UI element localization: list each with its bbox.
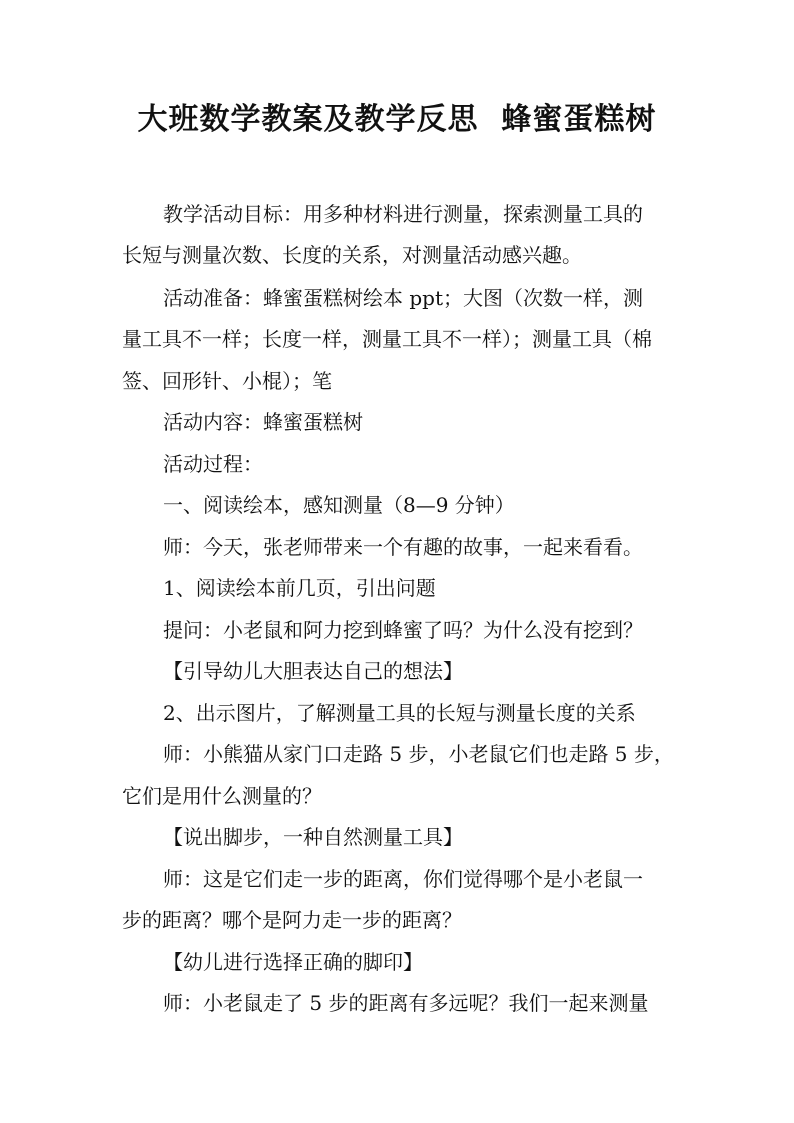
paragraph-line-preparation-end: 签、回形针、小棍）；笔 — [122, 369, 332, 393]
paragraph-line-teacher-distance-cont: 步的距离？哪个是阿力走一步的距离？ — [122, 908, 462, 932]
paragraph-line-preparation: 活动准备：蜂蜜蛋糕树绘本 ppt；大图（次数一样，测 — [163, 286, 643, 310]
bracket-note-line: 【幼儿进行选择正确的脚印】 — [163, 950, 423, 974]
paragraph-line-teacher-intro: 师：今天，张老师带来一个有趣的故事，一起来看看。 — [163, 535, 643, 559]
step-line-two: 2、出示图片，了解测量工具的长短与测量长度的关系 — [163, 701, 636, 725]
paragraph-line-question: 提问：小老鼠和阿力挖到蜂蜜了吗？为什么没有挖到？ — [163, 618, 643, 642]
paragraph-line-teacher-measure: 师：小老鼠走了 5 步的距离有多远呢？我们一起来测量 — [163, 991, 649, 1015]
paragraph-line-teacher-steps: 师：小熊猫从家门口走路 5 步，小老鼠它们也走路 5 步， — [163, 742, 674, 766]
paragraph-line-teacher-distance: 师：这是它们走一步的距离，你们觉得哪个是小老鼠一 — [163, 867, 643, 891]
paragraph-line-preparation-cont: 量工具不一样；长度一样，测量工具不一样）；测量工具（棉 — [122, 327, 652, 351]
bracket-note-line: 【说出脚步，一种自然测量工具】 — [163, 825, 463, 849]
paragraph-line-content: 活动内容：蜂蜜蛋糕树 — [163, 410, 363, 434]
paragraph-line-objective-cont: 长短与测量次数、长度的关系，对测量活动感兴趣。 — [122, 243, 582, 267]
paragraph-line-teacher-steps-cont: 它们是用什么测量的？ — [122, 784, 322, 808]
paragraph-line-objective: 教学活动目标：用多种材料进行测量，探索测量工具的 — [163, 202, 643, 226]
step-line-one: 1、阅读绘本前几页，引出问题 — [163, 576, 436, 600]
bracket-note-line: 【引导幼儿大胆表达自己的想法】 — [163, 659, 463, 683]
paragraph-line-process: 活动过程： — [163, 452, 263, 476]
section-heading-one: 一、阅读绘本，感知测量（8—9 分钟） — [163, 493, 515, 517]
document-title: 大班数学教案及教学反思 蜂蜜蛋糕树 — [137, 102, 657, 137]
